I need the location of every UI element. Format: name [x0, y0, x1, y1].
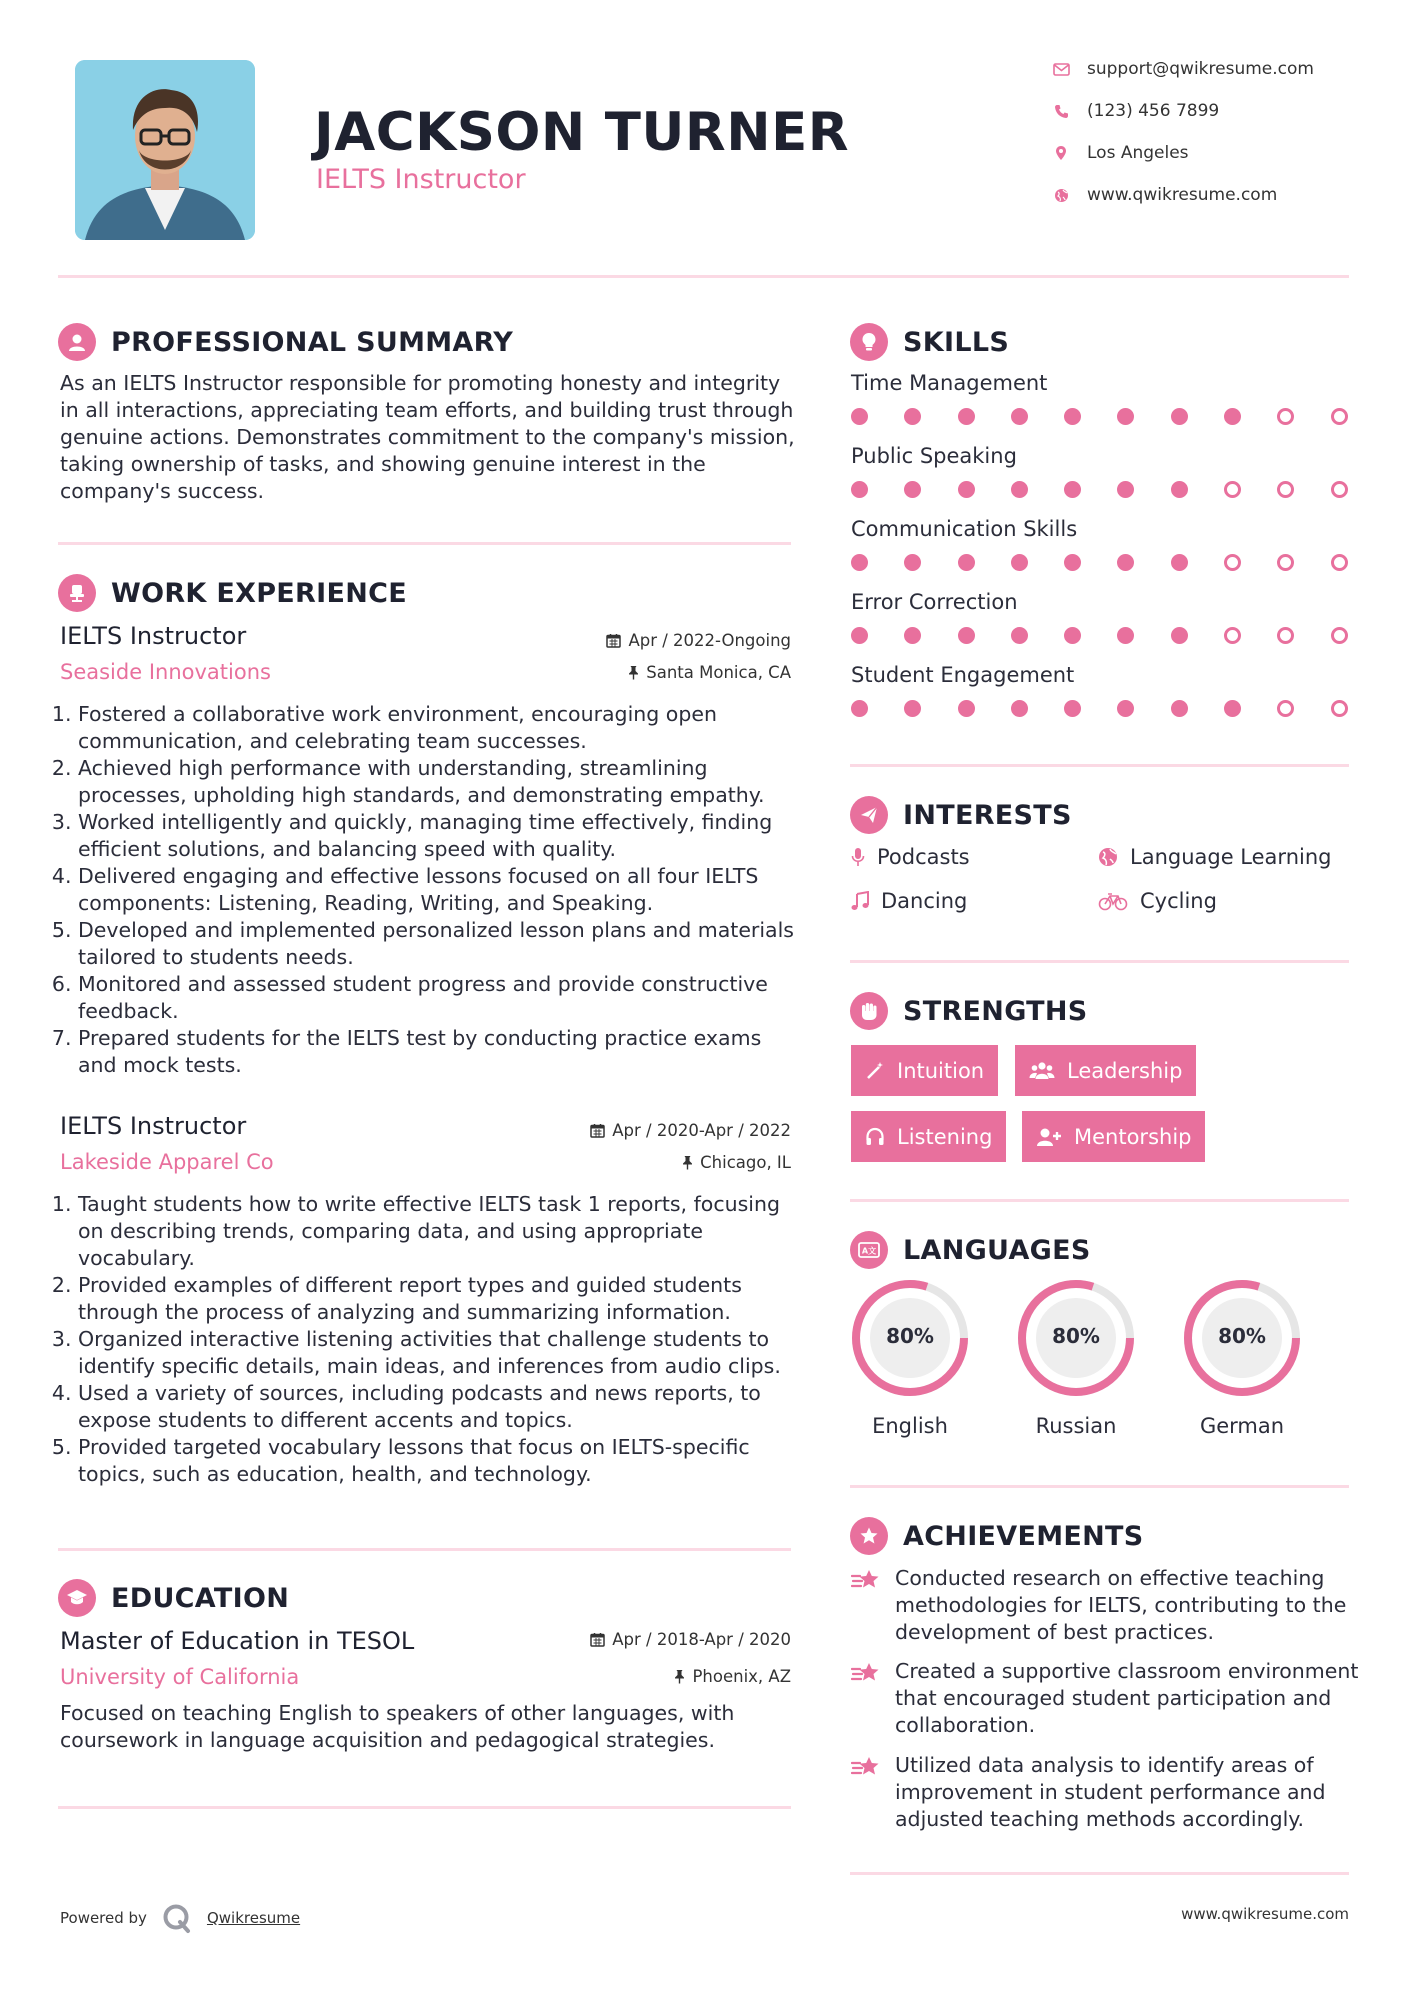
pushpin-icon: [682, 1155, 693, 1170]
microphone-icon: [851, 847, 865, 867]
rating-dot-filled: [851, 554, 868, 571]
language-percent: 80%: [1218, 1324, 1266, 1348]
shooting-star-icon: [851, 1567, 883, 1593]
user-plus-icon: [1036, 1127, 1062, 1147]
rating-dot-filled: [1171, 554, 1188, 571]
rating-dot-filled: [904, 554, 921, 571]
paper-plane-icon: [850, 796, 888, 834]
rating-dot-filled: [958, 408, 975, 425]
rating-dot-empty: [1224, 481, 1241, 498]
job-2-bullets: [60, 1191, 800, 1488]
skill-rating: [851, 700, 1348, 717]
globe-icon: [1098, 847, 1118, 867]
education-school: University of California: [60, 1665, 300, 1689]
rating-dot-filled: [1011, 408, 1028, 425]
rating-dot-filled: [1224, 408, 1241, 425]
list-item: 6. Monitored and assessed student progress and provide constructive feedback.: [78, 971, 800, 1025]
list-item: 2. Achieved high performance with understanding, streamlining processes, upholding high standards, and demonstrating empathy.: [78, 755, 800, 809]
rating-dot-filled: [851, 481, 868, 498]
strength-intuition: Intuition: [851, 1045, 998, 1096]
shooting-star-icon: [851, 1660, 883, 1686]
interest-dancing: Dancing: [851, 889, 967, 913]
skill-rating: [851, 627, 1348, 644]
star-badge-icon: [850, 1517, 888, 1555]
lightbulb-icon: [850, 323, 888, 361]
summary-divider: [58, 542, 791, 545]
rating-dot-filled: [1171, 627, 1188, 644]
candidate-name: JACKSON TURNER: [314, 102, 850, 163]
list-item: 4. Delivered engaging and effective lessons focused on all four IELTS components: Listening, Reading, Writing, and Speaking.: [78, 863, 800, 917]
list-item: 5. Developed and implemented personalized lesson plans and materials tailored to students needs.: [78, 917, 800, 971]
section-languages-heading: A文 LANGUAGES: [850, 1231, 1091, 1269]
rating-dot-empty: [1331, 554, 1348, 571]
rating-dot-filled: [958, 481, 975, 498]
rating-dot-empty: [1224, 627, 1241, 644]
list-item: 3. Worked intelligently and quickly, managing time effectively, finding efficient solutions, and balancing speed with quality.: [78, 809, 800, 863]
list-item: 5. Provided targeted vocabulary lessons that focus on IELTS-specific topics, such as education, health, and technology.: [78, 1434, 800, 1488]
rating-dot-filled: [1117, 700, 1134, 717]
rating-dot-empty: [1277, 554, 1294, 571]
svg-text:A文: A文: [861, 1246, 877, 1256]
rating-dot-empty: [1277, 700, 1294, 717]
list-item: 7. Prepared students for the IELTS test by conducting practice exams and mock tests.: [78, 1025, 800, 1079]
calendar-icon: [606, 633, 621, 648]
rating-dot-filled: [1064, 700, 1081, 717]
strength-mentorship: Mentorship: [1022, 1111, 1205, 1162]
user-icon: [58, 323, 96, 361]
contact-email[interactable]: [1050, 59, 1314, 79]
language-card-icon: [850, 1231, 888, 1269]
skill-name: Error Correction: [851, 590, 1018, 614]
magic-wand-icon: [865, 1061, 885, 1081]
candidate-title: IELTS Instructor: [316, 164, 526, 195]
strength-leadership: Leadership: [1015, 1045, 1196, 1096]
contact-website-text: www.qwikresume.com: [1087, 185, 1278, 205]
job-1-dates: Apr / 2022-Ongoing: [606, 631, 791, 650]
languages-divider: [850, 1485, 1349, 1488]
language-name: German: [1199, 1414, 1285, 1438]
education-divider: [58, 1806, 791, 1809]
rating-dot-filled: [1064, 627, 1081, 644]
section-summary-heading: PROFESSIONAL SUMMARY: [58, 323, 513, 361]
interest-cycling: Cycling: [1098, 889, 1217, 913]
experience-divider: [58, 1548, 791, 1551]
globe-icon: [1050, 185, 1072, 205]
section-achievements-heading: ACHIEVEMENTS: [850, 1517, 1144, 1555]
envelope-icon: [1050, 59, 1072, 79]
rating-dot-filled: [1117, 408, 1134, 425]
strength-listening: Listening: [851, 1111, 1006, 1162]
rating-dot-filled: [958, 700, 975, 717]
job-2-dates: Apr / 2020-Apr / 2022: [590, 1121, 791, 1140]
interests-divider: [850, 960, 1349, 963]
section-interests-heading: INTERESTS: [850, 796, 1072, 834]
list-item: 1. Taught students how to write effective IELTS task 1 reports, focusing on describing trends, comparing data, and using appropriate vocabulary.: [78, 1191, 800, 1272]
chair-icon: [58, 574, 96, 612]
bicycle-icon: [1098, 891, 1128, 911]
qwikresume-link[interactable]: Qwikresume: [206, 1909, 301, 1927]
skill-rating: [851, 408, 1348, 425]
section-experience-heading: WORK EXPERIENCE: [58, 574, 407, 612]
fist-icon: [850, 992, 888, 1030]
list-item: 4. Used a variety of sources, including podcasts and news reports, to expose students to different accents and topics.: [78, 1380, 800, 1434]
strengths-divider: [850, 1199, 1349, 1202]
footer-url[interactable]: www.qwikresume.com: [1181, 1905, 1349, 1923]
skill-name: Time Management: [851, 371, 1048, 395]
rating-dot-empty: [1277, 408, 1294, 425]
profile-photo: [75, 60, 255, 240]
education-description: Focused on teaching English to speakers of other languages, with coursework in language acquisition and pedagogical strategies.: [60, 1701, 735, 1752]
skills-divider: [850, 764, 1349, 767]
rating-dot-empty: [1331, 481, 1348, 498]
achievement-item: Utilized data analysis to identify areas of improvement in student performance and adjusted teaching methods accordingly.: [851, 1752, 1361, 1833]
qwikresume-logo-icon: [161, 1902, 193, 1934]
language-name: Russian: [1035, 1414, 1117, 1438]
interest-podcasts: Podcasts: [851, 845, 970, 869]
job-1-bullets: [60, 701, 800, 1079]
job-1-role: IELTS Instructor: [60, 622, 247, 650]
rating-dot-filled: [1224, 700, 1241, 717]
list-item: 3. Organized interactive listening activities that challenge students to identify specific details, main ideas, and inferences from audio clips.: [78, 1326, 800, 1380]
pushpin-icon: [628, 665, 639, 680]
job-2-company: Lakeside Apparel Co: [60, 1150, 274, 1174]
contact-location-text: Los Angeles: [1087, 143, 1189, 163]
contact-website[interactable]: [1050, 185, 1277, 205]
contact-email-text: support@qwikresume.com: [1087, 59, 1314, 79]
phone-icon: [1050, 101, 1072, 121]
achievement-item: Created a supportive classroom environment that encouraged student participation and collaboration.: [851, 1658, 1361, 1739]
rating-dot-empty: [1331, 700, 1348, 717]
education-degree: Master of Education in TESOL: [60, 1627, 415, 1655]
rating-dot-filled: [1171, 700, 1188, 717]
list-item: 2. Provided examples of different report types and guided students through the process of analyzing and summarizing information.: [78, 1272, 800, 1326]
summary-text: As an IELTS Instructor responsible for promoting honesty and integrity in all interactions, appreciating team efforts, and building trust through genuine actions. Demonstrates commitment to the company's mission, taking ownership of tasks, and showing genuine interest in the company's success.: [60, 371, 795, 503]
footer-powered-by: Powered by Qwikresume: [60, 1902, 300, 1934]
rating-dot-filled: [958, 554, 975, 571]
rating-dot-filled: [1011, 481, 1028, 498]
pushpin-icon: [674, 1669, 685, 1684]
headphones-icon: [865, 1127, 885, 1147]
rating-dot-filled: [1171, 481, 1188, 498]
rating-dot-filled: [1011, 627, 1028, 644]
music-note-icon: [851, 891, 869, 911]
rating-dot-filled: [1064, 408, 1081, 425]
rating-dot-empty: [1331, 627, 1348, 644]
interest-language-learning: Language Learning: [1098, 845, 1331, 869]
calendar-icon: [590, 1632, 605, 1647]
location-pin-icon: [1050, 143, 1072, 163]
rating-dot-filled: [904, 408, 921, 425]
job-2-role: IELTS Instructor: [60, 1112, 247, 1140]
contact-phone[interactable]: [1050, 101, 1219, 121]
rating-dot-filled: [1117, 481, 1134, 498]
rating-dot-filled: [1117, 554, 1134, 571]
skill-rating: [851, 481, 1348, 498]
skill-name: Public Speaking: [851, 444, 1017, 468]
rating-dot-filled: [958, 627, 975, 644]
job-2-location: Chicago, IL: [682, 1153, 791, 1172]
rating-dot-filled: [851, 627, 868, 644]
contact-phone-text: (123) 456 7899: [1087, 101, 1220, 121]
section-skills-heading: SKILLS: [850, 323, 1009, 361]
rating-dot-filled: [904, 700, 921, 717]
rating-dot-empty: [1331, 408, 1348, 425]
rating-dot-filled: [1011, 554, 1028, 571]
language-percent: 80%: [886, 1324, 934, 1348]
language-name: English: [872, 1414, 948, 1438]
language-percent: 80%: [1052, 1324, 1100, 1348]
rating-dot-empty: [1224, 554, 1241, 571]
graduation-icon: [58, 1579, 96, 1617]
job-1-company: Seaside Innovations: [60, 660, 271, 684]
shooting-star-icon: [851, 1754, 883, 1780]
job-1-location: Santa Monica, CA: [628, 663, 791, 682]
section-strengths-heading: STRENGTHS: [850, 992, 1088, 1030]
rating-dot-filled: [851, 408, 868, 425]
list-item: 1. Fostered a collaborative work environment, encouraging open communication, and celebrating team successes.: [78, 701, 800, 755]
contact-location: [1050, 143, 1189, 163]
rating-dot-filled: [904, 627, 921, 644]
rating-dot-filled: [1064, 554, 1081, 571]
rating-dot-empty: [1277, 481, 1294, 498]
calendar-icon: [590, 1123, 605, 1138]
rating-dot-filled: [1117, 627, 1134, 644]
skill-name: Communication Skills: [851, 517, 1078, 541]
header-divider: [58, 275, 1349, 278]
users-icon: [1029, 1061, 1055, 1081]
rating-dot-filled: [1171, 408, 1188, 425]
rating-dot-filled: [904, 481, 921, 498]
skill-rating: [851, 554, 1348, 571]
achievement-item: Conducted research on effective teaching methodologies for IELTS, contributing to the development of best practices.: [851, 1565, 1361, 1646]
education-location: Phoenix, AZ: [674, 1667, 791, 1686]
rating-dot-filled: [851, 700, 868, 717]
achievements-divider: [850, 1872, 1349, 1875]
education-dates: Apr / 2018-Apr / 2020: [590, 1630, 791, 1649]
rating-dot-filled: [1011, 700, 1028, 717]
rating-dot-filled: [1064, 481, 1081, 498]
skill-name: Student Engagement: [851, 663, 1075, 687]
rating-dot-empty: [1277, 627, 1294, 644]
section-education-heading: EDUCATION: [58, 1579, 289, 1617]
